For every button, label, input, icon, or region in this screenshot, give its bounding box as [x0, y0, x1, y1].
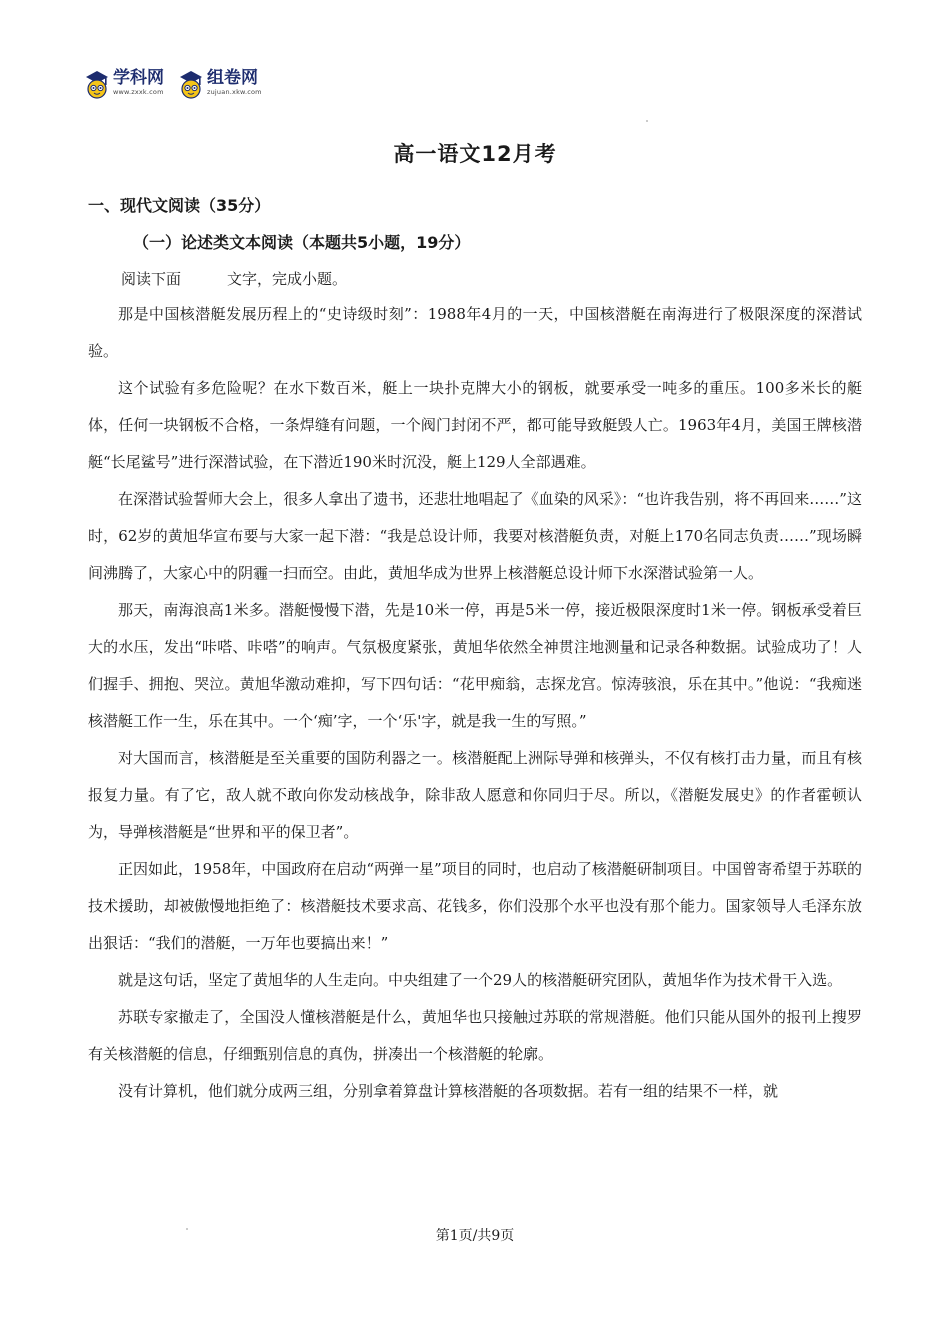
paragraph: 那是中国核潜艇发展历程上的“史诗级时刻”：1988年4月的一天，中国核潜艇在南海进行了极限深度的深潜试验。 [88, 305, 862, 360]
instruction-before: 阅读下面 [121, 270, 182, 288]
logo-xuekewang [84, 68, 164, 102]
logo-bar [84, 68, 262, 102]
paragraph: 那天，南海浪高1米多。潜艇慢慢下潜，先是10米一停，再是5米一停，接近极限深度时1米一停。钢板承受着巨大的水压，发出“咔嗒、咔嗒”的响声。气氛极度紧张，黄旭华依然全神贯注地测量和记录各种数据。试验成功了！人们握手、拥抱、哭泣。黄旭华激动难抑，写下四句话：“花甲痴翁，志探龙宫。惊涛骇浪，乐在其中。”他说：“我痴迷核潜艇工作一生，乐在其中。一个‘痴’字，一个‘乐'字，就是我一生的写照。” [88, 601, 862, 730]
paragraph: 这个试验有多危险呢？在水下数百米，艇上一块扑克牌大小的钢板，就要承受一吨多的重压。100多米长的艇体，任何一块钢板不合格，一条焊缝有问题，一个阀门封闭不严，都可能导致艇毁人亡。1963年4月，美国王牌核潜艇“长尾鲨号”进行深潜试验，在下潜近190米时沉没，艇上129人全部遇难。 [88, 379, 862, 471]
page-footer: 第1页/共9页 [435, 1228, 515, 1244]
instruction-after: 文字，完成小题。 [227, 270, 348, 288]
logo-url: www.zxxk.com [113, 88, 164, 96]
logo-zujuanwang [178, 68, 262, 102]
section-heading: 一、现代文阅读（35分） [88, 196, 271, 215]
paragraph: 在深潜试验誓师大会上，很多人拿出了遗书，还悲壮地唱起了《血染的风采》：“也许我告别，将不再回来……”这时，62岁的黄旭华宣布要与大家一起下潜：“我是总设计师，我要对核潜艇负责，对艇上170名同志负责……”现场瞬间沸腾了，大家心中的阴霾一扫而空。由此，黄旭华成为世界上核潜艇总设计师下水深潜试验第一人。 [88, 490, 862, 582]
paragraph: 对大国而言，核潜艇是至关重要的国防利器之一。核潜艇配上洲际导弹和核弹头，不仅有核打击力量，而且有核报复力量。有了它，敌人就不敢向你发动核战争，除非敌人愿意和你同归于尽。所以，《潜艇发展史》的作者霍顿认为，导弹核潜艇是“世界和平的保卫者”。 [88, 749, 862, 841]
reading-instruction [121, 268, 347, 289]
paragraph: 正因如此，1958年，中国政府在启动“两弹一星”项目的同时，也启动了核潜艇研制项目。中国曾寄希望于苏联的技术援助，却被傲慢地拒绝了：核潜艇技术要求高、花钱多，你们没那个水平也没有那个能力。国家领导人毛泽东放出狠话：“我们的潜艇，一万年也要搞出来！” [88, 860, 862, 952]
logo-url: zujuan.xkw.com [207, 88, 262, 96]
paragraph: 苏联专家撤走了，全国没人懂核潜艇是什么，黄旭华也只接触过苏联的常规潜艇。他们只能从国外的报刊上搜罗有关核潜艇的信息，仔细甄别信息的真伪，拼凑出一个核潜艇的轮廓。 [88, 1008, 862, 1063]
paragraph: 没有计算机，他们就分成两三组，分别拿着算盘计算核潜艇的各项数据。若有一组的结果不一样，就 [118, 1082, 779, 1100]
paragraph: 就是这句话，坚定了黄旭华的人生走向。中央组建了一个29人的核潜艇研究团队，黄旭华作为技术骨干入选。 [118, 971, 843, 989]
subsection-heading: （一）论述类文本阅读（本题共5小题，19分） [133, 233, 471, 252]
logo-name: 组卷网 [207, 68, 258, 88]
page-title: 高一语文12月考 [393, 142, 557, 166]
logo-name: 学科网 [113, 68, 164, 88]
student-cap-icon [84, 68, 110, 102]
student-cap-icon [178, 68, 204, 102]
scan-dot [646, 120, 648, 122]
passage-body [88, 296, 862, 1110]
